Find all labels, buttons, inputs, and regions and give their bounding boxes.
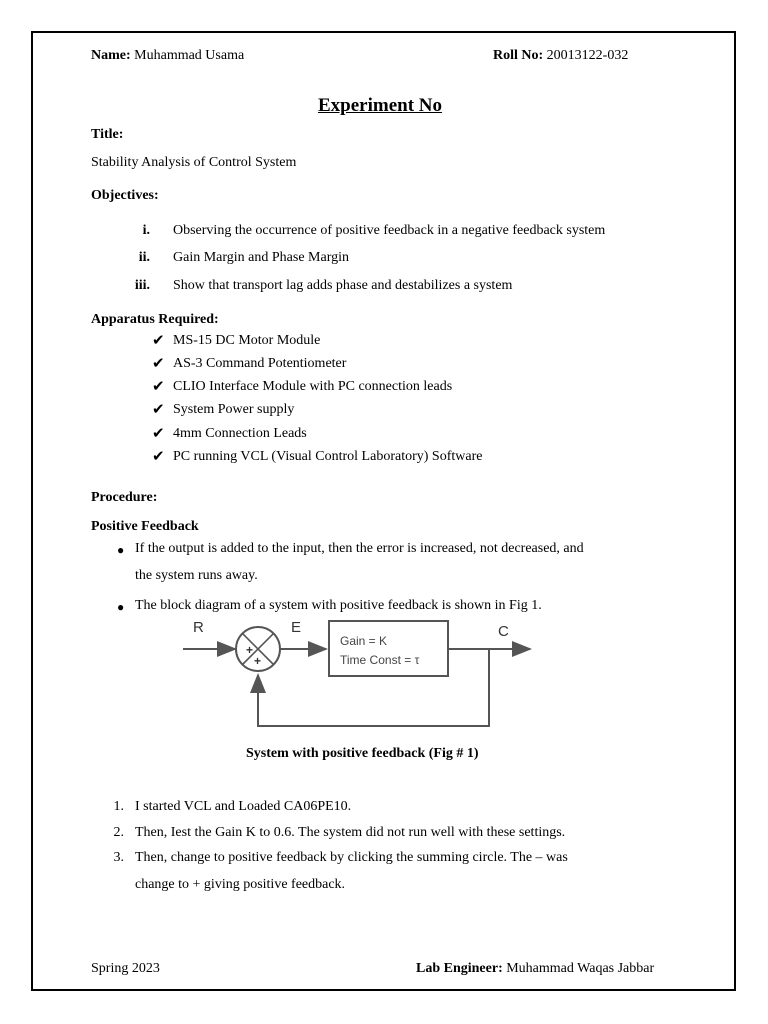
step-number: 1.: [113, 799, 124, 814]
page-border: [31, 31, 736, 991]
experiment-heading: Experiment No: [318, 95, 443, 116]
input-label-r: R: [193, 619, 204, 636]
bullet-icon: ●: [117, 600, 125, 614]
apparatus-item: System Power supply: [173, 402, 295, 417]
gain-block: [329, 621, 448, 676]
objective-numeral: ii.: [138, 250, 150, 265]
student-name: Muhammad Usama: [134, 48, 245, 63]
footer-semester: Spring 2023: [91, 961, 160, 976]
title-label: Title:: [91, 127, 124, 142]
name-line: [91, 48, 244, 64]
engineer-label: Lab Engineer:: [416, 961, 503, 976]
objective-text: Gain Margin and Phase Margin: [173, 250, 350, 265]
step-number: 2.: [113, 825, 124, 840]
sum-bottom-sign: +: [254, 654, 262, 668]
checkmark-icon: ✔: [152, 449, 165, 465]
sum-top-sign: +: [246, 643, 254, 657]
roll-line: [493, 48, 628, 64]
name-label: Name:: [91, 48, 131, 63]
step-text: I started VCL and Loaded CA06PE10.: [135, 799, 352, 814]
figure-caption: System with positive feedback (Fig # 1): [246, 746, 479, 761]
error-label-e: E: [291, 619, 302, 636]
step-number: 3.: [113, 850, 124, 865]
apparatus-label: Apparatus Required:: [91, 312, 219, 327]
apparatus-item: 4mm Connection Leads: [173, 426, 307, 441]
checkmark-icon: ✔: [152, 426, 165, 442]
step-text: change to + giving positive feedback.: [135, 877, 346, 892]
gain-text: Gain = K: [340, 634, 388, 648]
objective-numeral: i.: [142, 223, 150, 238]
objective-text: Observing the occurrence of positive feedback in a negative feedback system: [173, 223, 606, 238]
checkmark-icon: ✔: [152, 379, 165, 395]
checkmark-icon: ✔: [152, 333, 165, 349]
apparatus-item: AS-3 Command Potentiometer: [173, 356, 347, 371]
output-label-c: C: [498, 623, 509, 640]
apparatus-item: PC running VCL (Visual Control Laboratory) Software: [173, 449, 483, 464]
time-const-text: Time Const = τ: [340, 653, 420, 667]
objective-numeral: iii.: [134, 278, 150, 293]
bullet-text: the system runs away.: [135, 568, 258, 583]
roll-label: Roll No:: [493, 48, 544, 63]
positive-feedback-heading: Positive Feedback: [91, 519, 199, 534]
engineer-name: Muhammad Waqas Jabbar: [506, 961, 655, 976]
procedure-label: Procedure:: [91, 490, 158, 505]
summing-junction: [236, 627, 280, 671]
objectives-label: Objectives:: [91, 188, 159, 203]
footer-engineer: [416, 961, 654, 977]
checkmark-icon: ✔: [152, 402, 165, 418]
bullet-icon: ●: [117, 543, 125, 557]
roll-number: 20013122-032: [546, 48, 629, 63]
title-value: Stability Analysis of Control System: [91, 155, 297, 170]
apparatus-item: MS-15 DC Motor Module: [173, 333, 321, 348]
objective-text: Show that transport lag adds phase and destabilizes a system: [173, 278, 513, 293]
step-text: Then, Iest the Gain K to 0.6. The system did not run well with these settings.: [135, 825, 566, 840]
apparatus-item: CLIO Interface Module with PC connection leads: [173, 379, 453, 394]
checkmark-icon: ✔: [152, 356, 165, 372]
bullet-text: If the output is added to the input, then the error is increased, not decreased, and: [135, 541, 584, 556]
bullet-text: The block diagram of a system with positive feedback is shown in Fig 1.: [135, 598, 542, 613]
block-diagram: [180, 615, 540, 735]
step-text: Then, change to positive feedback by clicking the summing circle. The – was: [135, 850, 568, 865]
